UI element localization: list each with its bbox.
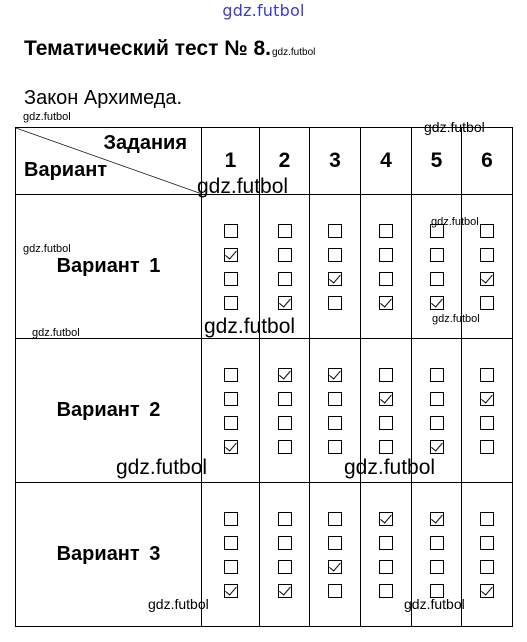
checkbox-empty[interactable]: [328, 512, 342, 526]
answer-table: [15, 127, 513, 627]
checkbox-group: [224, 368, 238, 454]
watermark: gdz.futbol: [23, 111, 71, 123]
checkbox-empty[interactable]: [224, 416, 238, 430]
checkbox-empty[interactable]: [224, 224, 238, 238]
checkbox-checked[interactable]: [328, 560, 342, 574]
watermark: gdz.futbol: [431, 216, 479, 228]
watermark: gdz.futbol: [204, 315, 296, 338]
column-header-3: 3: [310, 128, 361, 195]
checkbox-empty[interactable]: [224, 536, 238, 550]
corner-label-tasks: Задания: [103, 132, 187, 154]
variant-row: [16, 339, 513, 483]
page-subtitle: Закон Архимеда.: [24, 87, 183, 109]
checkbox-group: [430, 368, 444, 454]
column-header-4: 4: [361, 128, 412, 195]
checkbox-empty[interactable]: [430, 392, 444, 406]
checkbox-empty[interactable]: [430, 272, 444, 286]
checkbox-empty[interactable]: [328, 392, 342, 406]
checkbox-empty[interactable]: [379, 560, 393, 574]
checkbox-empty[interactable]: [328, 416, 342, 430]
checkbox-checked[interactable]: [278, 296, 292, 310]
checkbox-group: [224, 224, 238, 310]
checkbox-empty[interactable]: [379, 416, 393, 430]
checkbox-empty[interactable]: [480, 296, 494, 310]
variant-label: Вариант 2: [16, 339, 202, 483]
watermark: gdz.futbol: [424, 119, 485, 135]
checkbox-group: [430, 224, 444, 310]
answer-cell: [202, 339, 260, 483]
checkbox-group: [328, 368, 342, 454]
answer-cell: [462, 339, 513, 483]
column-header-5: 5: [412, 128, 462, 195]
watermark: gdz.futbol: [32, 327, 80, 339]
checkbox-checked[interactable]: [278, 368, 292, 382]
checkbox-group: [379, 224, 393, 310]
checkbox-checked[interactable]: [480, 272, 494, 286]
checkbox-group: [328, 512, 342, 598]
answer-cell: [361, 195, 412, 339]
column-header-6: 6: [462, 128, 513, 195]
checkbox-empty[interactable]: [224, 560, 238, 574]
checkbox-empty[interactable]: [328, 584, 342, 598]
checkbox-empty[interactable]: [328, 248, 342, 262]
checkbox-group: [480, 512, 494, 598]
checkbox-checked[interactable]: [224, 440, 238, 454]
corner-label-variant: Вариант: [24, 159, 108, 181]
checkbox-empty[interactable]: [379, 272, 393, 286]
checkbox-empty[interactable]: [379, 224, 393, 238]
checkbox-empty[interactable]: [430, 536, 444, 550]
checkbox-group: [278, 368, 292, 454]
checkbox-empty[interactable]: [278, 248, 292, 262]
checkbox-group: [278, 512, 292, 598]
checkbox-empty[interactable]: [480, 560, 494, 574]
checkbox-empty[interactable]: [480, 512, 494, 526]
checkbox-group: [224, 512, 238, 598]
checkbox-empty[interactable]: [224, 272, 238, 286]
variant-label: Вариант 3: [16, 483, 202, 627]
answer-cell: [310, 195, 361, 339]
checkbox-empty[interactable]: [480, 248, 494, 262]
checkbox-empty[interactable]: [278, 536, 292, 550]
checkbox-group: [480, 368, 494, 454]
watermark: gdz.futbol: [148, 596, 209, 612]
checkbox-checked[interactable]: [480, 392, 494, 406]
watermark: gdz.futbol: [404, 596, 465, 612]
checkbox-empty[interactable]: [480, 440, 494, 454]
watermark: gdz.futbol: [23, 243, 71, 255]
checkbox-empty[interactable]: [278, 512, 292, 526]
checkbox-checked[interactable]: [278, 584, 292, 598]
watermark: gdz.futbol: [197, 175, 289, 198]
checkbox-empty[interactable]: [224, 392, 238, 406]
checkbox-group: [430, 512, 444, 598]
checkbox-empty[interactable]: [278, 392, 292, 406]
answer-cell: [462, 483, 513, 627]
checkbox-empty[interactable]: [224, 512, 238, 526]
checkbox-checked[interactable]: [379, 296, 393, 310]
checkbox-checked[interactable]: [328, 368, 342, 382]
checkbox-empty[interactable]: [379, 440, 393, 454]
watermark: gdz.futbol: [116, 456, 208, 479]
checkbox-group: [328, 224, 342, 310]
checkbox-empty[interactable]: [278, 272, 292, 286]
corner-cell: [16, 128, 202, 195]
checkbox-empty[interactable]: [224, 368, 238, 382]
checkbox-empty[interactable]: [379, 584, 393, 598]
checkbox-empty[interactable]: [480, 416, 494, 430]
checkbox-checked[interactable]: [430, 296, 444, 310]
checkbox-checked[interactable]: [480, 584, 494, 598]
checkbox-checked[interactable]: [379, 392, 393, 406]
checkbox-checked[interactable]: [328, 272, 342, 286]
checkbox-group: [379, 368, 393, 454]
answer-cell: [260, 483, 310, 627]
checkbox-empty[interactable]: [278, 416, 292, 430]
checkbox-empty[interactable]: [430, 248, 444, 262]
checkbox-empty[interactable]: [480, 368, 494, 382]
checkbox-checked[interactable]: [224, 248, 238, 262]
variant-label: Вариант 1: [16, 195, 202, 339]
checkbox-empty[interactable]: [430, 560, 444, 574]
column-header-1: 1: [202, 128, 260, 195]
watermark-top: gdz.futbol: [222, 1, 305, 20]
checkbox-checked[interactable]: [379, 512, 393, 526]
checkbox-empty[interactable]: [328, 440, 342, 454]
checkbox-empty[interactable]: [278, 224, 292, 238]
checkbox-empty[interactable]: [430, 416, 444, 430]
answer-cell: [202, 483, 260, 627]
checkbox-checked[interactable]: [224, 584, 238, 598]
checkbox-empty[interactable]: [480, 224, 494, 238]
checkbox-empty[interactable]: [379, 248, 393, 262]
page-title: [24, 37, 315, 61]
checkbox-empty[interactable]: [480, 536, 494, 550]
title-text: Тематический тест № 8.: [24, 37, 271, 60]
checkbox-empty[interactable]: [328, 296, 342, 310]
answer-cell: [260, 339, 310, 483]
watermark-title: gdz.futbol: [272, 47, 316, 58]
checkbox-empty[interactable]: [278, 440, 292, 454]
column-header-2: 2: [260, 128, 310, 195]
checkbox-checked[interactable]: [430, 440, 444, 454]
checkbox-empty[interactable]: [379, 368, 393, 382]
checkbox-empty[interactable]: [278, 560, 292, 574]
checkbox-group: [379, 512, 393, 598]
checkbox-empty[interactable]: [430, 368, 444, 382]
checkbox-empty[interactable]: [328, 224, 342, 238]
checkbox-checked[interactable]: [430, 512, 444, 526]
checkbox-empty[interactable]: [328, 536, 342, 550]
watermark: gdz.futbol: [344, 456, 436, 479]
answer-cell: [310, 483, 361, 627]
checkbox-group: [480, 224, 494, 310]
checkbox-empty[interactable]: [224, 296, 238, 310]
checkbox-group: [278, 224, 292, 310]
watermark: gdz.futbol: [432, 313, 480, 325]
checkbox-empty[interactable]: [379, 536, 393, 550]
